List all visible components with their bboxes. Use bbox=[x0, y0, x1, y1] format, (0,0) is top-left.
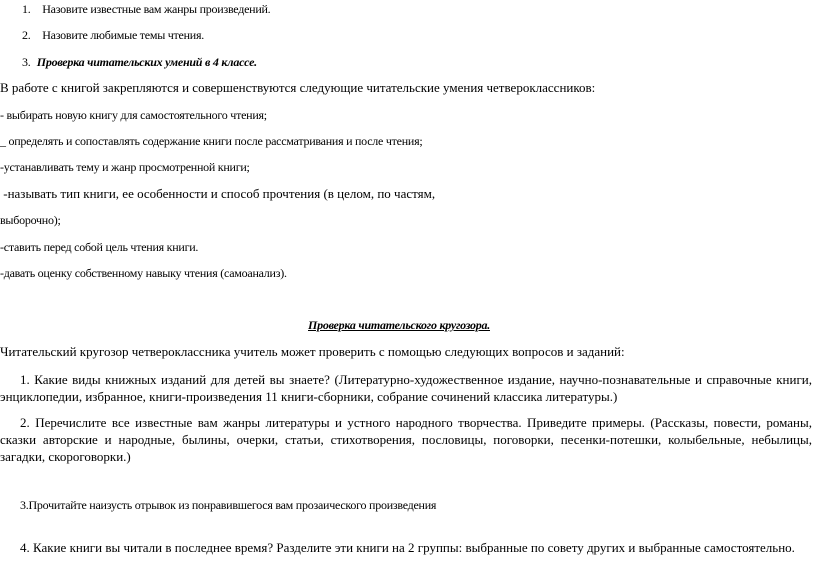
skill-item-4-continued: выборочно); bbox=[0, 213, 61, 227]
section-heading-reading-skills bbox=[22, 55, 257, 69]
list-item-1: 1. Назовите известные вам жанры произведений. bbox=[22, 2, 271, 16]
list-item-3-number: 3. bbox=[22, 55, 31, 69]
outlook-intro: Читательский кругозор четвероклассника учитель может проверить с помощью следующих вопросов и заданий: bbox=[0, 344, 625, 359]
list-item-3-title: Проверка читательских умений в 4 классе. bbox=[36, 55, 257, 69]
skill-item-2: _ определять и сопоставлять содержание книги после рассматривания и после чтения; bbox=[0, 134, 423, 148]
question-4: 4. Какие книги вы читали в последнее время? Разделите эти книги на 2 группы: выбранные по совету других и выбранные самостоятельно. bbox=[20, 540, 795, 555]
skill-item-6: -давать оценку собственному навыку чтения (самоанализ). bbox=[0, 266, 287, 280]
question-2: 2. Перечислите все известные вам жанры литературы и устного народного творчества. Приведите примеры. (Рассказы, повести, романы, сказки авторские и народные, былины, очерки, статьи, стихотворения, пословицы, поговорки, песенки-потешки, колыбельные, небылицы, загадки, скороговорки.) bbox=[0, 415, 812, 464]
question-3: 3.Прочитайте наизусть отрывок из понравившегося вам прозаического произведения bbox=[20, 498, 437, 512]
skill-item-1: - выбирать новую книгу для самостоятельного чтения; bbox=[0, 108, 267, 122]
question-1: 1. Какие виды книжных изданий для детей вы знаете? (Литературно-художественное издание, научно-познавательные и справочные книги, энциклопедии, избранное, книги-произведения 11 книги-сборники, собрание сочинений классика литературы.) bbox=[0, 372, 812, 404]
skill-item-4: -называть тип книги, ее особенности и способ прочтения (в целом, по частям, bbox=[0, 186, 436, 201]
list-item-2: 2. Назовите любимые темы чтения. bbox=[22, 28, 204, 42]
skills-intro: В работе с книгой закрепляются и совершенствуются следующие читательские умения четвероклассников: bbox=[0, 80, 596, 95]
skill-item-5: -ставить перед собой цель чтения книги. bbox=[0, 240, 199, 254]
section-heading-outlook: Проверка читательского кругозора. bbox=[308, 318, 490, 332]
skill-item-3: -устанавливать тему и жанр просмотренной книги; bbox=[0, 160, 250, 174]
